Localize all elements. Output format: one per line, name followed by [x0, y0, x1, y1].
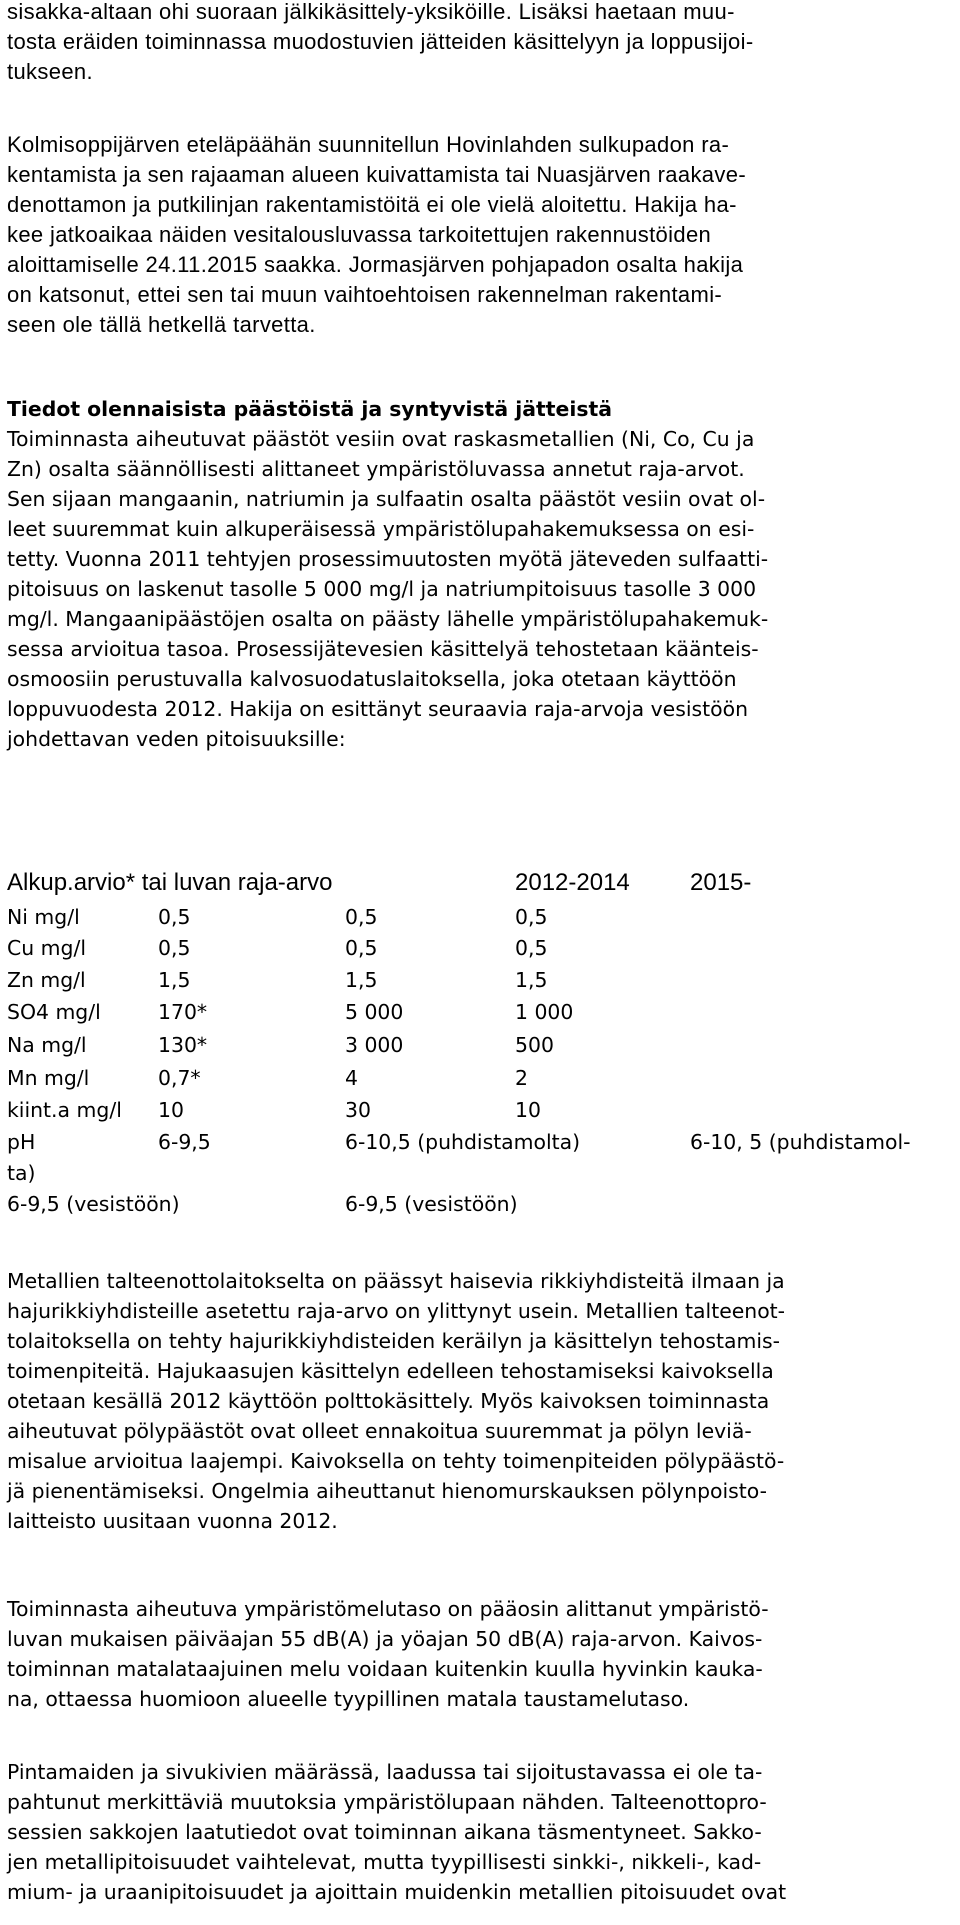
- table-cell: 0,5: [345, 936, 378, 960]
- tailings-paragraph: [7, 1757, 786, 1907]
- table-cell: 0,5: [345, 905, 378, 929]
- emissions-section: [7, 394, 768, 754]
- table-cell: 30: [345, 1098, 371, 1122]
- text-line: Metallien talteenottolaitokselta on päässyt haisevia rikkiyhdisteitä ilmaan ja: [7, 1269, 785, 1293]
- text-line: jä pienentämiseksi. Ongelmia aiheuttanut hienomurskauksen pölynpoisto-: [7, 1479, 767, 1503]
- text-line: toimenpiteitä. Hajukaasujen käsittelyn edelleen tehostamiseksi kaivoksella: [7, 1359, 774, 1383]
- text-line: tetty. Vuonna 2011 tehtyjen prosessimuutosten myötä jäteveden sulfaatti-: [7, 547, 769, 571]
- table-header-col2: 2012-2014: [515, 869, 630, 896]
- text-line: Kolmisoppijärven eteläpäähän suunnitellun Hovinlahden sulkupadon ra-: [7, 132, 730, 157]
- text-line: na, ottaessa huomioon alueelle tyypillinen matala taustamelutaso.: [7, 1687, 690, 1711]
- text-line: Sen sijaan mangaanin, natriumin ja sulfaatin osalta päästöt vesiin ovat ol-: [7, 487, 766, 511]
- text-line: mg/l. Mangaanipäästöjen osalta on päästy lähelle ympäristölupahakemuk-: [7, 607, 769, 631]
- section-heading: Tiedot olennaisista päästöistä ja syntyvistä jätteistä: [7, 397, 612, 421]
- text-line: seen ole tällä hetkellä tarvetta.: [7, 312, 316, 337]
- table-cell: 0,5: [515, 936, 548, 960]
- table-header-col1: Alkup.arvio* tai luvan raja-arvo: [7, 869, 333, 896]
- table-row-param: kiint.a mg/l: [7, 1098, 122, 1122]
- table-cell: 5 000: [345, 1000, 404, 1024]
- text-line: sessien sakkojen laatutiedot ovat toiminnan aikana täsmentyneet. Sakko-: [7, 1820, 762, 1844]
- text-line: johdettavan veden pitoisuuksille:: [7, 727, 346, 751]
- text-line: on katsonut, ettei sen tai muun vaihtoehtoisen rakennelman rakentami-: [7, 282, 723, 307]
- table-cell: 3 000: [345, 1033, 404, 1057]
- table-cell: 500: [515, 1033, 554, 1057]
- text-line: kee jatkoaikaa näiden vesitalousluvassa tarkoitettujen rakennustöiden: [7, 222, 712, 247]
- table-row-param: Mn mg/l: [7, 1066, 90, 1090]
- text-line: tukseen.: [7, 59, 93, 84]
- text-line: denottamon ja putkilinjan rakentamistöitä ei ole vielä aloitettu. Hakija ha-: [7, 192, 737, 217]
- text-line: loppuvuodesta 2012. Hakija on esittänyt seuraavia raja-arvoja vesistöön: [7, 697, 748, 721]
- table-row-param: SO4 mg/l: [7, 1000, 101, 1024]
- table-cell: 6-9,5: [158, 1130, 211, 1154]
- table-row-param: Na mg/l: [7, 1033, 87, 1057]
- table-cell: 0,5: [158, 936, 191, 960]
- text-line: otetaan kesällä 2012 käyttöön polttokäsittely. Myös kaivoksen toiminnasta: [7, 1389, 770, 1413]
- text-line: hajurikkiyhdisteille asetettu raja-arvo on ylittynyt usein. Metallien talteenot-: [7, 1299, 786, 1323]
- text-line: tolaitoksella on tehty hajurikkiyhdisteiden keräilyn ja käsittelyn tehostamis-: [7, 1329, 781, 1353]
- table-cell: 1,5: [345, 968, 378, 992]
- table-cell: 0,5: [158, 905, 191, 929]
- noise-paragraph: [7, 1594, 769, 1714]
- table-cell: 0,7*: [158, 1066, 201, 1090]
- text-line: aiheutuvat pölypäästöt ovat olleet ennakoitua suuremmat ja pölyn leviä-: [7, 1419, 752, 1443]
- table-cell: 130*: [158, 1033, 208, 1057]
- table-cell: 6-10, 5 (puhdistamol-: [690, 1130, 911, 1154]
- text-line: misalue arvioitua laajempi. Kaivoksella on tehty toimenpiteiden pölypäästö-: [7, 1449, 785, 1473]
- text-line: toiminnan matalataajuinen melu voidaan kuitenkin kuulla hyvinkin kauka-: [7, 1657, 763, 1681]
- table-row-param: Zn mg/l: [7, 968, 86, 992]
- table-cell: 10: [158, 1098, 184, 1122]
- text-line: kentamista ja sen rajaaman alueen kuivattamista tai Nuasjärven raakave-: [7, 162, 746, 187]
- text-line: sisakka-altaan ohi suoraan jälkikäsittely-yksiköille. Lisäksi haetaan muu-: [7, 0, 735, 24]
- text-line: jen metallipitoisuudet vaihtelevat, mutta tyypillisesti sinkki-, nikkeli-, kad-: [7, 1850, 762, 1874]
- table-row-param: Ni mg/l: [7, 905, 80, 929]
- table-cell-wrap: ta): [7, 1161, 36, 1185]
- text-line: tosta eräiden toiminnassa muodostuvien jätteiden käsittelyyn ja loppusijoi-: [7, 29, 754, 54]
- table-cell: 6-10,5 (puhdistamolta): [345, 1130, 581, 1154]
- text-line: leet suuremmat kuin alkuperäisessä ympäristölupahakemuksessa on esi-: [7, 517, 755, 541]
- table-cell: 1,5: [515, 968, 548, 992]
- text-line: osmoosiin perustuvalla kalvosuodatuslaitoksella, joka otetaan käyttöön: [7, 667, 737, 691]
- table-row-param: pH: [7, 1130, 36, 1154]
- text-line: mium- ja uraanipitoisuudet ja ajoittain muidenkin metallien pitoisuudet ovat: [7, 1880, 787, 1904]
- table-header-col3: 2015-: [690, 869, 752, 896]
- text-line: Zn) osalta säännöllisesti alittaneet ympäristöluvassa annetut raja-arvot.: [7, 457, 745, 481]
- table-cell: 1,5: [158, 968, 191, 992]
- text-line: sessa arvioitua tasoa. Prosessijätevesien käsittelyä tehostetaan käänteis-: [7, 637, 759, 661]
- text-line: pitoisuus on laskenut tasolle 5 000 mg/l ja natriumpitoisuus tasolle 3 000: [7, 577, 757, 601]
- intro-paragraph: [7, 0, 754, 87]
- table-cell: 6-9,5 (vesistöön): [345, 1192, 518, 1216]
- table-cell: 2: [515, 1066, 528, 1090]
- table-cell: 170*: [158, 1000, 208, 1024]
- text-line: pahtunut merkittäviä muutoksia ympäristölupaan nähden. Talteenottopro-: [7, 1790, 767, 1814]
- table-cell: 10: [515, 1098, 541, 1122]
- table-cell: 4: [345, 1066, 358, 1090]
- text-line: Toiminnasta aiheutuvat päästöt vesiin ovat raskasmetallien (Ni, Co, Cu ja: [7, 427, 755, 451]
- table-cell: 1 000: [515, 1000, 574, 1024]
- text-line: laitteisto uusitaan vuonna 2012.: [7, 1509, 338, 1533]
- table-row-param: Cu mg/l: [7, 936, 86, 960]
- text-line: aloittamiselle 24.11.2015 saakka. Jormasjärven pohjapadon osalta hakija: [7, 252, 744, 277]
- table-cell: 6-9,5 (vesistöön): [7, 1192, 180, 1216]
- construction-paragraph: [7, 130, 746, 340]
- metals-paragraph: [7, 1266, 785, 1536]
- text-line: luvan mukaisen päiväajan 55 dB(A) ja yöajan 50 dB(A) raja-arvon. Kaivos-: [7, 1627, 763, 1651]
- table-cell: 0,5: [515, 905, 548, 929]
- text-line: Toiminnasta aiheutuva ympäristömelutaso on pääosin alittanut ympäristö-: [7, 1597, 769, 1621]
- text-line: Pintamaiden ja sivukivien määrässä, laadussa tai sijoitustavassa ei ole ta-: [7, 1760, 763, 1784]
